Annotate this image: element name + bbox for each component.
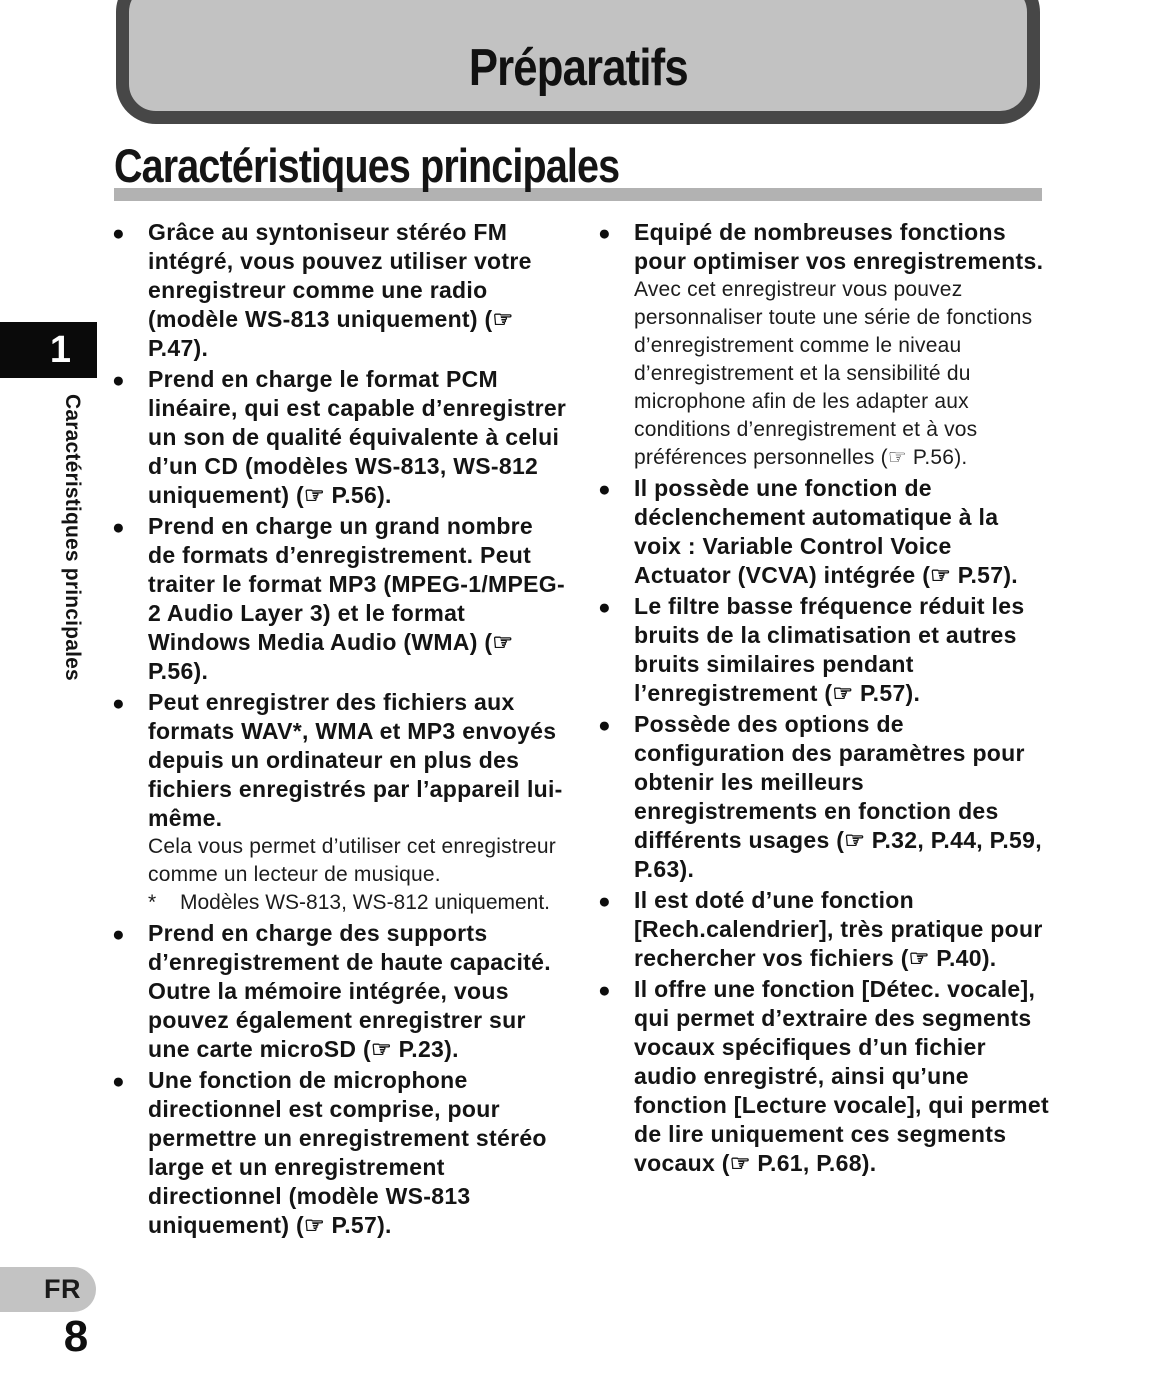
- features-list-right: [598, 218, 1050, 1180]
- feature-body: [148, 919, 567, 1064]
- feature-item: [112, 218, 567, 363]
- feature-item: [598, 474, 1050, 590]
- feature-item: [598, 218, 1050, 472]
- bullet-icon: ●: [112, 1070, 125, 1093]
- chapter-header-banner: [116, 0, 1040, 124]
- footnote-text: Modèles WS-813, WS-812 uniquement.: [180, 891, 551, 914]
- feature-item: [598, 886, 1050, 973]
- feature-item: [598, 710, 1050, 884]
- section-title: Caractéristiques principales: [114, 139, 620, 192]
- feature-lead-text: Il possède une fonction de déclenchement automatique à la voix : Variable Control Voice Actuator (VCVA) intégrée (☞ P.57).: [634, 475, 1018, 588]
- footnote-marker: *: [148, 891, 157, 914]
- bullet-icon: ●: [112, 923, 125, 946]
- feature-body: [634, 710, 1050, 884]
- feature-body: [148, 218, 567, 363]
- feature-item: [598, 592, 1050, 708]
- features-list-left: [112, 218, 567, 1242]
- page-number: 8: [63, 1312, 89, 1361]
- bullet-icon: ●: [112, 516, 125, 539]
- bullet-icon: ●: [598, 596, 611, 619]
- feature-item: [112, 688, 567, 917]
- feature-item: [112, 365, 567, 510]
- feature-lead-text: Prend en charge des supports d’enregistrement de haute capacité. Outre la mémoire intégrée, vous pouvez également enregistrer sur une carte microSD (☞ P.23).: [148, 920, 551, 1062]
- feature-body: [148, 365, 567, 510]
- feature-body: [634, 592, 1050, 708]
- feature-detail-text: Avec cet enregistreur vous pouvez personnaliser toute une série de fonctions d’enregistrement comme le niveau d’enregistrement et la sensibilité du microphone afin de les adapter aux conditions d’enregistrement et à vos préférences personnelles (☞ P.56).: [634, 278, 1033, 469]
- feature-item: [112, 919, 567, 1064]
- feature-detail-text: Cela vous permet d’utiliser cet enregistreur comme un lecteur de musique.: [148, 835, 556, 886]
- feature-lead-text: Grâce au syntoniseur stéréo FM intégré, vous pouvez utiliser votre enregistreur comme une radio (modèle WS-813 uniquement) (☞ P.47).: [148, 219, 532, 361]
- chapter-number: 1: [49, 328, 72, 371]
- bullet-icon: ●: [598, 979, 611, 1002]
- feature-body: [148, 1066, 567, 1240]
- feature-body: [634, 886, 1050, 973]
- chapter-title: Préparatifs: [468, 39, 688, 97]
- bullet-icon: ●: [598, 478, 611, 501]
- feature-lead-text: Prend en charge un grand nombre de formats d’enregistrement. Peut traiter le format MP3 (MPEG-1/MPEG-2 Audio Layer 3) et le format Windows Media Audio (WMA) (☞ P.56).: [148, 513, 565, 684]
- feature-lead-text: Le filtre basse fréquence réduit les bruits de la climatisation et autres bruits similaires pendant l’enregistrement (☞ P.57).: [634, 593, 1025, 706]
- feature-item: [112, 1066, 567, 1240]
- language-badge: [0, 1267, 96, 1312]
- language-label: FR: [44, 1274, 81, 1304]
- feature-body: [634, 474, 1050, 590]
- feature-body: [148, 512, 567, 686]
- bullet-icon: ●: [598, 222, 611, 245]
- feature-lead-text: Une fonction de microphone directionnel est comprise, pour permettre un enregistrement stéréo large et un enregistrement directionnel (modèle WS-813 uniquement) (☞ P.57).: [148, 1067, 547, 1238]
- chapter-sidebar-label: Caractéristiques principales: [61, 394, 84, 681]
- bullet-icon: ●: [112, 692, 125, 715]
- chapter-index-tab: [0, 322, 97, 378]
- feature-lead-text: Prend en charge le format PCM linéaire, qui est capable d’enregistrer un son de qualité équivalente à celui d’un CD (modèles WS-813, WS-812 uniquement) (☞ P.56).: [148, 366, 567, 508]
- bullet-icon: ●: [598, 714, 611, 737]
- feature-item: [112, 512, 567, 686]
- feature-footnote: [148, 889, 567, 917]
- feature-item: [598, 975, 1050, 1178]
- feature-lead-text: Equipé de nombreuses fonctions pour optimiser vos enregistrements.: [634, 219, 1044, 274]
- bullet-icon: ●: [112, 222, 125, 245]
- feature-lead-text: Il offre une fonction [Détec. vocale], qui permet d’extraire des segments vocaux spécifiques d’un fichier audio enregistré, ainsi qu’une fonction [Lecture vocale], qui permet de lire uniquement ces segments vocaux (☞ P.61, P.68).: [634, 976, 1049, 1176]
- feature-lead-text: Peut enregistrer des fichiers aux formats WAV*, WMA et MP3 envoyés depuis un ordinateur en plus des fichiers enregistrés par l’appareil lui-même.: [148, 689, 563, 831]
- feature-lead-text: Il est doté d’une fonction [Rech.calendrier], très pratique pour rechercher vos fichiers (☞ P.40).: [634, 887, 1043, 971]
- bullet-icon: ●: [598, 890, 611, 913]
- feature-body: [148, 688, 567, 917]
- bullet-icon: ●: [112, 369, 125, 392]
- feature-lead-text: Possède des options de configuration des paramètres pour obtenir les meilleurs enregistrements en fonction des différents usages (☞ P.32, P.44, P.59, P.63).: [634, 711, 1042, 882]
- feature-body: [634, 975, 1050, 1178]
- feature-body: [634, 218, 1050, 472]
